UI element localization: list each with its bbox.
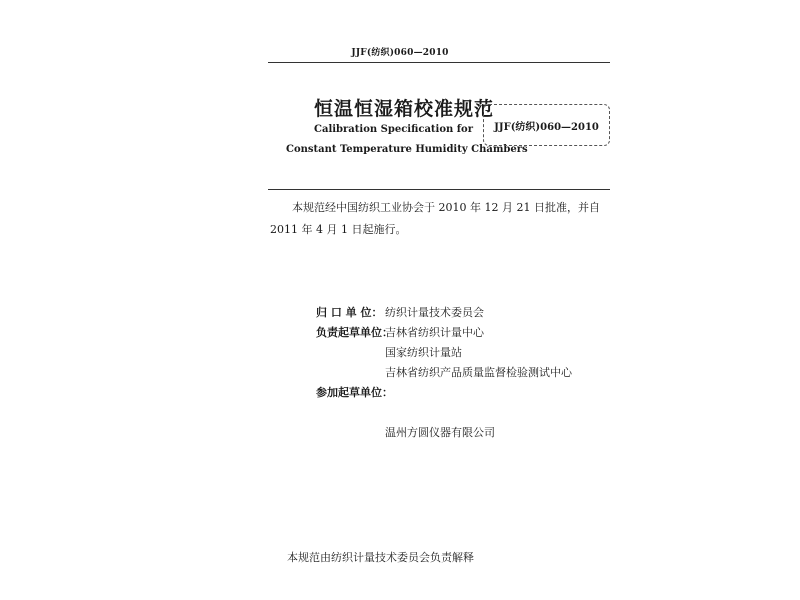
drafting-unit-label: 负责起草单位： [316, 326, 393, 339]
standard-code: JJF(纺织)060—2010 [494, 121, 599, 133]
running-head: JJF(纺织)060—2010 [351, 48, 449, 58]
interpretation-note: 本规范由纺织计量技术委员会负责解释 [287, 551, 474, 564]
standard-code-box [483, 104, 610, 146]
title-chinese: 恒温恒湿箱校准规范 [314, 98, 495, 120]
drafting-unit-value: 吉林省纺织产品质量监督检验测试中心 [385, 366, 572, 379]
title-english-line-2: Constant Temperature Humidity Chambers [286, 144, 528, 155]
responsible-unit-label: 归 口 单 位： [316, 306, 383, 319]
drafting-unit-value: 国家纺织计量站 [385, 346, 462, 359]
title-rule [268, 189, 610, 190]
header-rule [268, 62, 610, 63]
responsible-unit-value: 纺织计量技术委员会 [385, 306, 484, 319]
participating-unit-label: 参加起草单位： [316, 386, 393, 399]
participating-unit-value: 温州方圆仪器有限公司 [385, 426, 495, 439]
approval-paragraph: 本规范经中国纺织工业协会于 2010 年 12 月 21 日批准，并自 2011 年 4 月 1 日起施行。 [270, 201, 600, 236]
title-english-line-1: Calibration Specification for [314, 124, 473, 135]
drafting-unit-value: 吉林省纺织计量中心 [385, 326, 484, 339]
